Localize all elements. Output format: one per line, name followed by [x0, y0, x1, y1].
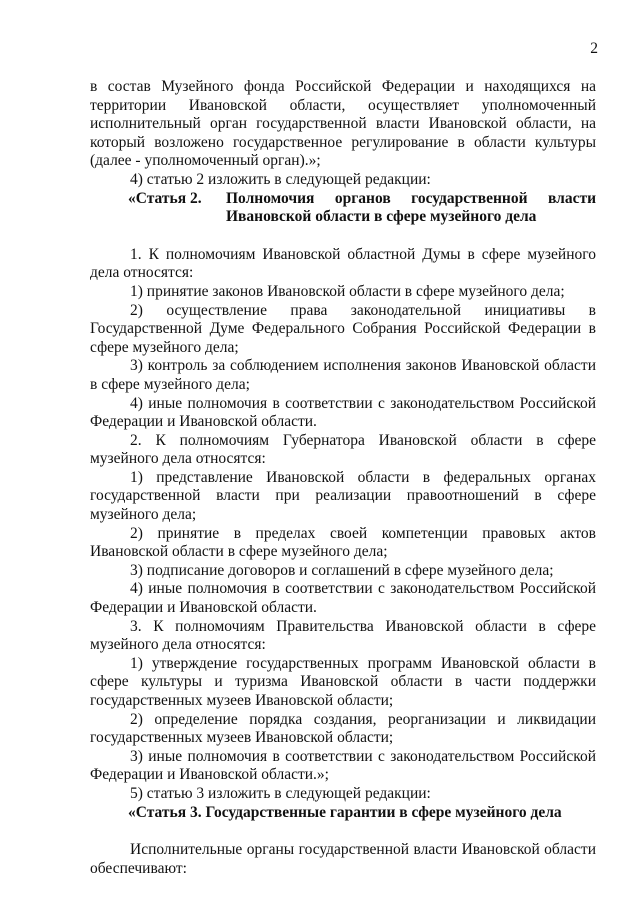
paragraph-governor-item-1: 1) представление Ивановской области в федеральных органах государственной власти при реализации правоотношений в сфере музейного дела; — [90, 468, 596, 524]
paragraph-government-powers: 3. К полномочиям Правительства Ивановской области в сфере музейного дела относятся: — [90, 617, 596, 654]
paragraph-government-item-2: 2) определение порядка создания, реорганизации и ликвидации государственных музеев Ивановской области; — [90, 710, 596, 747]
paragraph-duma-powers: 1. К полномочиям Ивановской областной Думы в сфере музейного дела относятся: — [90, 245, 596, 282]
blank-line — [90, 822, 596, 841]
paragraph-governor-powers: 2. К полномочиям Губернатора Ивановской области в сфере музейного дела относятся: — [90, 431, 596, 468]
paragraph-item-4: 4) статью 2 изложить в следующей редакции: — [130, 170, 431, 188]
paragraph-governor-item-4: 4) иные полномочия в соответствии с законодательством Российской Федерации и Ивановской области. — [90, 580, 596, 617]
paragraph-duma-item-1: 1) принятие законов Ивановской области в сфере музейного дела; — [130, 282, 565, 300]
paragraph-duma-item-2: 2) осуществление права законодательной инициативы в Государственной Думе Федерального Собрания Российской Федерации в сфере музейного дела; — [90, 301, 596, 356]
paragraph-item-5: 5) статью 3 изложить в следующей редакции: — [130, 784, 431, 802]
article-2-title: Полномочия органов государственной власти Ивановской области в сфере музейного дела — [226, 189, 596, 226]
paragraph-duma-item-4: 4) иные полномочия в соответствии с законодательством Российской Федерации и Ивановской области. — [90, 394, 596, 431]
paragraph-executive-bodies: Исполнительные органы государственной власти Ивановской области обеспечивают: — [90, 841, 596, 877]
paragraph-continuation: в состав Музейного фонда Российской Федерации и находящихся на территории Ивановской области, осуществляет уполномоченный исполнительный орган государственной власти Ивановской области, на который возложено государственное регулирование в области культуры (далее - уполномоченный орган).»; — [90, 78, 596, 170]
paragraph-government-item-1: 1) утверждение государственных программ Ивановской области в сфере культуры и туризма Ивановской области в части поддержки государственных музеев Ивановской области; — [90, 654, 596, 709]
blank-line — [90, 227, 596, 246]
article-2-label: «Статья 2. — [128, 189, 202, 207]
paragraph-governor-item-3: 3) подписание договоров и соглашений в сфере музейного дела; — [130, 561, 554, 579]
document-body — [90, 78, 596, 878]
article-2-heading — [90, 190, 596, 227]
page-number: 2 — [590, 40, 598, 57]
paragraph-duma-item-3: 3) контроль за соблюдением исполнения законов Ивановской области в сфере музейного дела; — [90, 357, 596, 393]
article-3-heading: «Статья 3. Государственные гарантии в сфере музейного дела — [128, 803, 562, 821]
paragraph-government-item-3: 3) иные полномочия в соответствии с законодательством Российской Федерации и Ивановской области.»; — [90, 747, 596, 784]
paragraph-governor-item-2: 2) принятие в пределах своей компетенции правовых актов Ивановской области в сфере музейного дела; — [90, 524, 596, 561]
